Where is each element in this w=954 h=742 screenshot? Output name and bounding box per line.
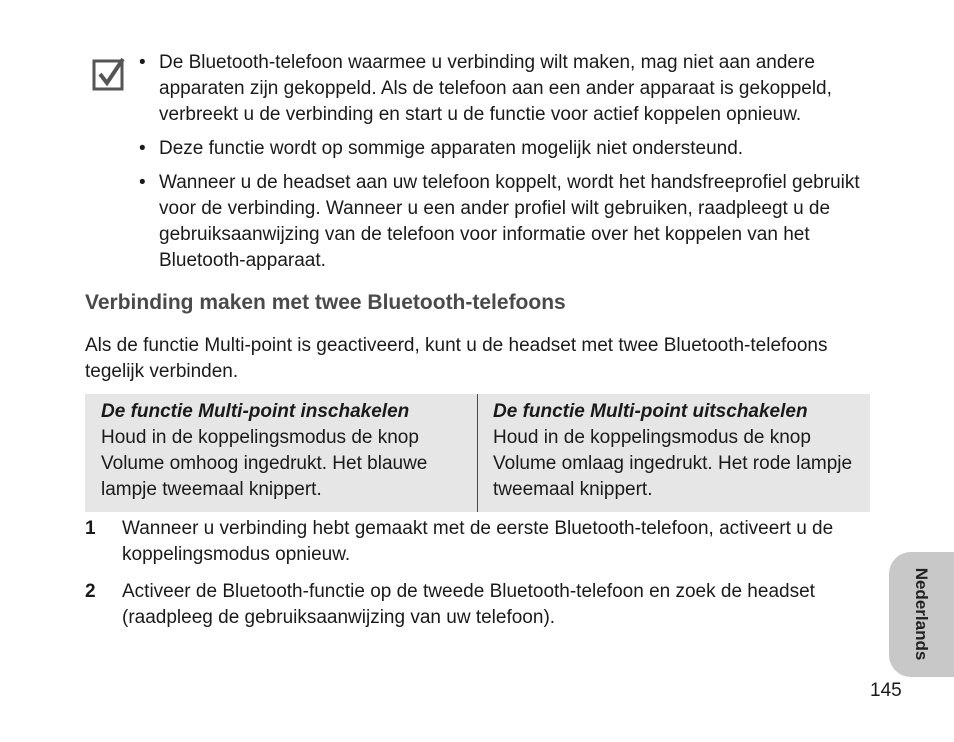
step-list	[85, 516, 875, 642]
step-number: 2	[85, 581, 96, 602]
note-bullet-text: De Bluetooth-telefoon waarmee u verbinding wilt maken, mag niet aan andere apparaten zijn gekoppeld. Als de telefoon aan een ander apparaat is gekoppeld, verbreekt u de verbinding en start u de functie voor actief koppelen opnieuw.	[159, 52, 832, 125]
step-text: Wanneer u verbinding hebt gemaakt met de eerste Bluetooth-telefoon, activeert u de koppelingsmodus opnieuw.	[122, 518, 834, 565]
table-cell-body: Houd in de koppelingsmodus de knop Volume omhoog ingedrukt. Het blauwe lampje tweemaal knippert.	[101, 427, 428, 500]
section-heading: Verbinding maken met twee Bluetooth-telefoons	[85, 291, 566, 314]
note-bullet-text: Deze functie wordt op sommige apparaten mogelijk niet ondersteund.	[159, 138, 744, 159]
step-item	[85, 579, 875, 631]
section-intro: Als de functie Multi-point is geactiveerd, kunt u de headset met twee Bluetooth-telefoons tegelijk verbinden.	[85, 335, 828, 382]
table-cell-title: De functie Multi-point uitschakelen	[493, 401, 808, 422]
step-item	[85, 516, 875, 568]
table-cell-body: Houd in de koppelingsmodus de knop Volume omlaag ingedrukt. Het rode lampje tweemaal knippert.	[493, 427, 853, 500]
checkbox-check-icon	[92, 57, 126, 91]
table-cell-enable	[85, 394, 478, 512]
multipoint-table	[85, 394, 870, 512]
table-cell-disable	[478, 394, 870, 512]
step-text: Activeer de Bluetooth-functie op de tweede Bluetooth-telefoon en zoek de headset (raadpleeg de gebruiksaanwijzing van uw telefoon).	[122, 581, 815, 628]
note-bullet-item: • Wanneer u de headset aan uw telefoon koppelt, wordt het handsfreeprofiel gebruikt voor de verbinding. Wanneer u een ander profiel wilt gebruiken, raadpleegt u de gebruiksaanwijzing van de telefoon voor informatie over het koppelen van het Bluetooth-apparaat.	[139, 172, 860, 271]
note-bullet-item: • De Bluetooth-telefoon waarmee u verbinding wilt maken, mag niet aan andere apparaten zijn gekoppeld. Als de telefoon aan een ander apparaat is gekoppeld, verbreekt u de verbinding en start u de functie voor actief koppelen opnieuw.	[139, 52, 832, 125]
note-bullet-text: Wanneer u de headset aan uw telefoon koppelt, wordt het handsfreeprofiel gebruikt voor de verbinding. Wanneer u een ander profiel wilt gebruiken, raadpleegt u de gebruiksaanwijzing van de telefoon voor informatie over het koppelen van het Bluetooth-apparaat.	[159, 172, 860, 271]
table-cell-title: De functie Multi-point inschakelen	[101, 401, 410, 422]
note-bullet-list	[137, 50, 877, 282]
page-number: 145	[870, 680, 902, 701]
step-number: 1	[85, 518, 96, 539]
language-tab-label: Nederlands	[912, 567, 931, 661]
note-bullet-item: • Deze functie wordt op sommige apparaten mogelijk niet ondersteund.	[139, 138, 744, 159]
